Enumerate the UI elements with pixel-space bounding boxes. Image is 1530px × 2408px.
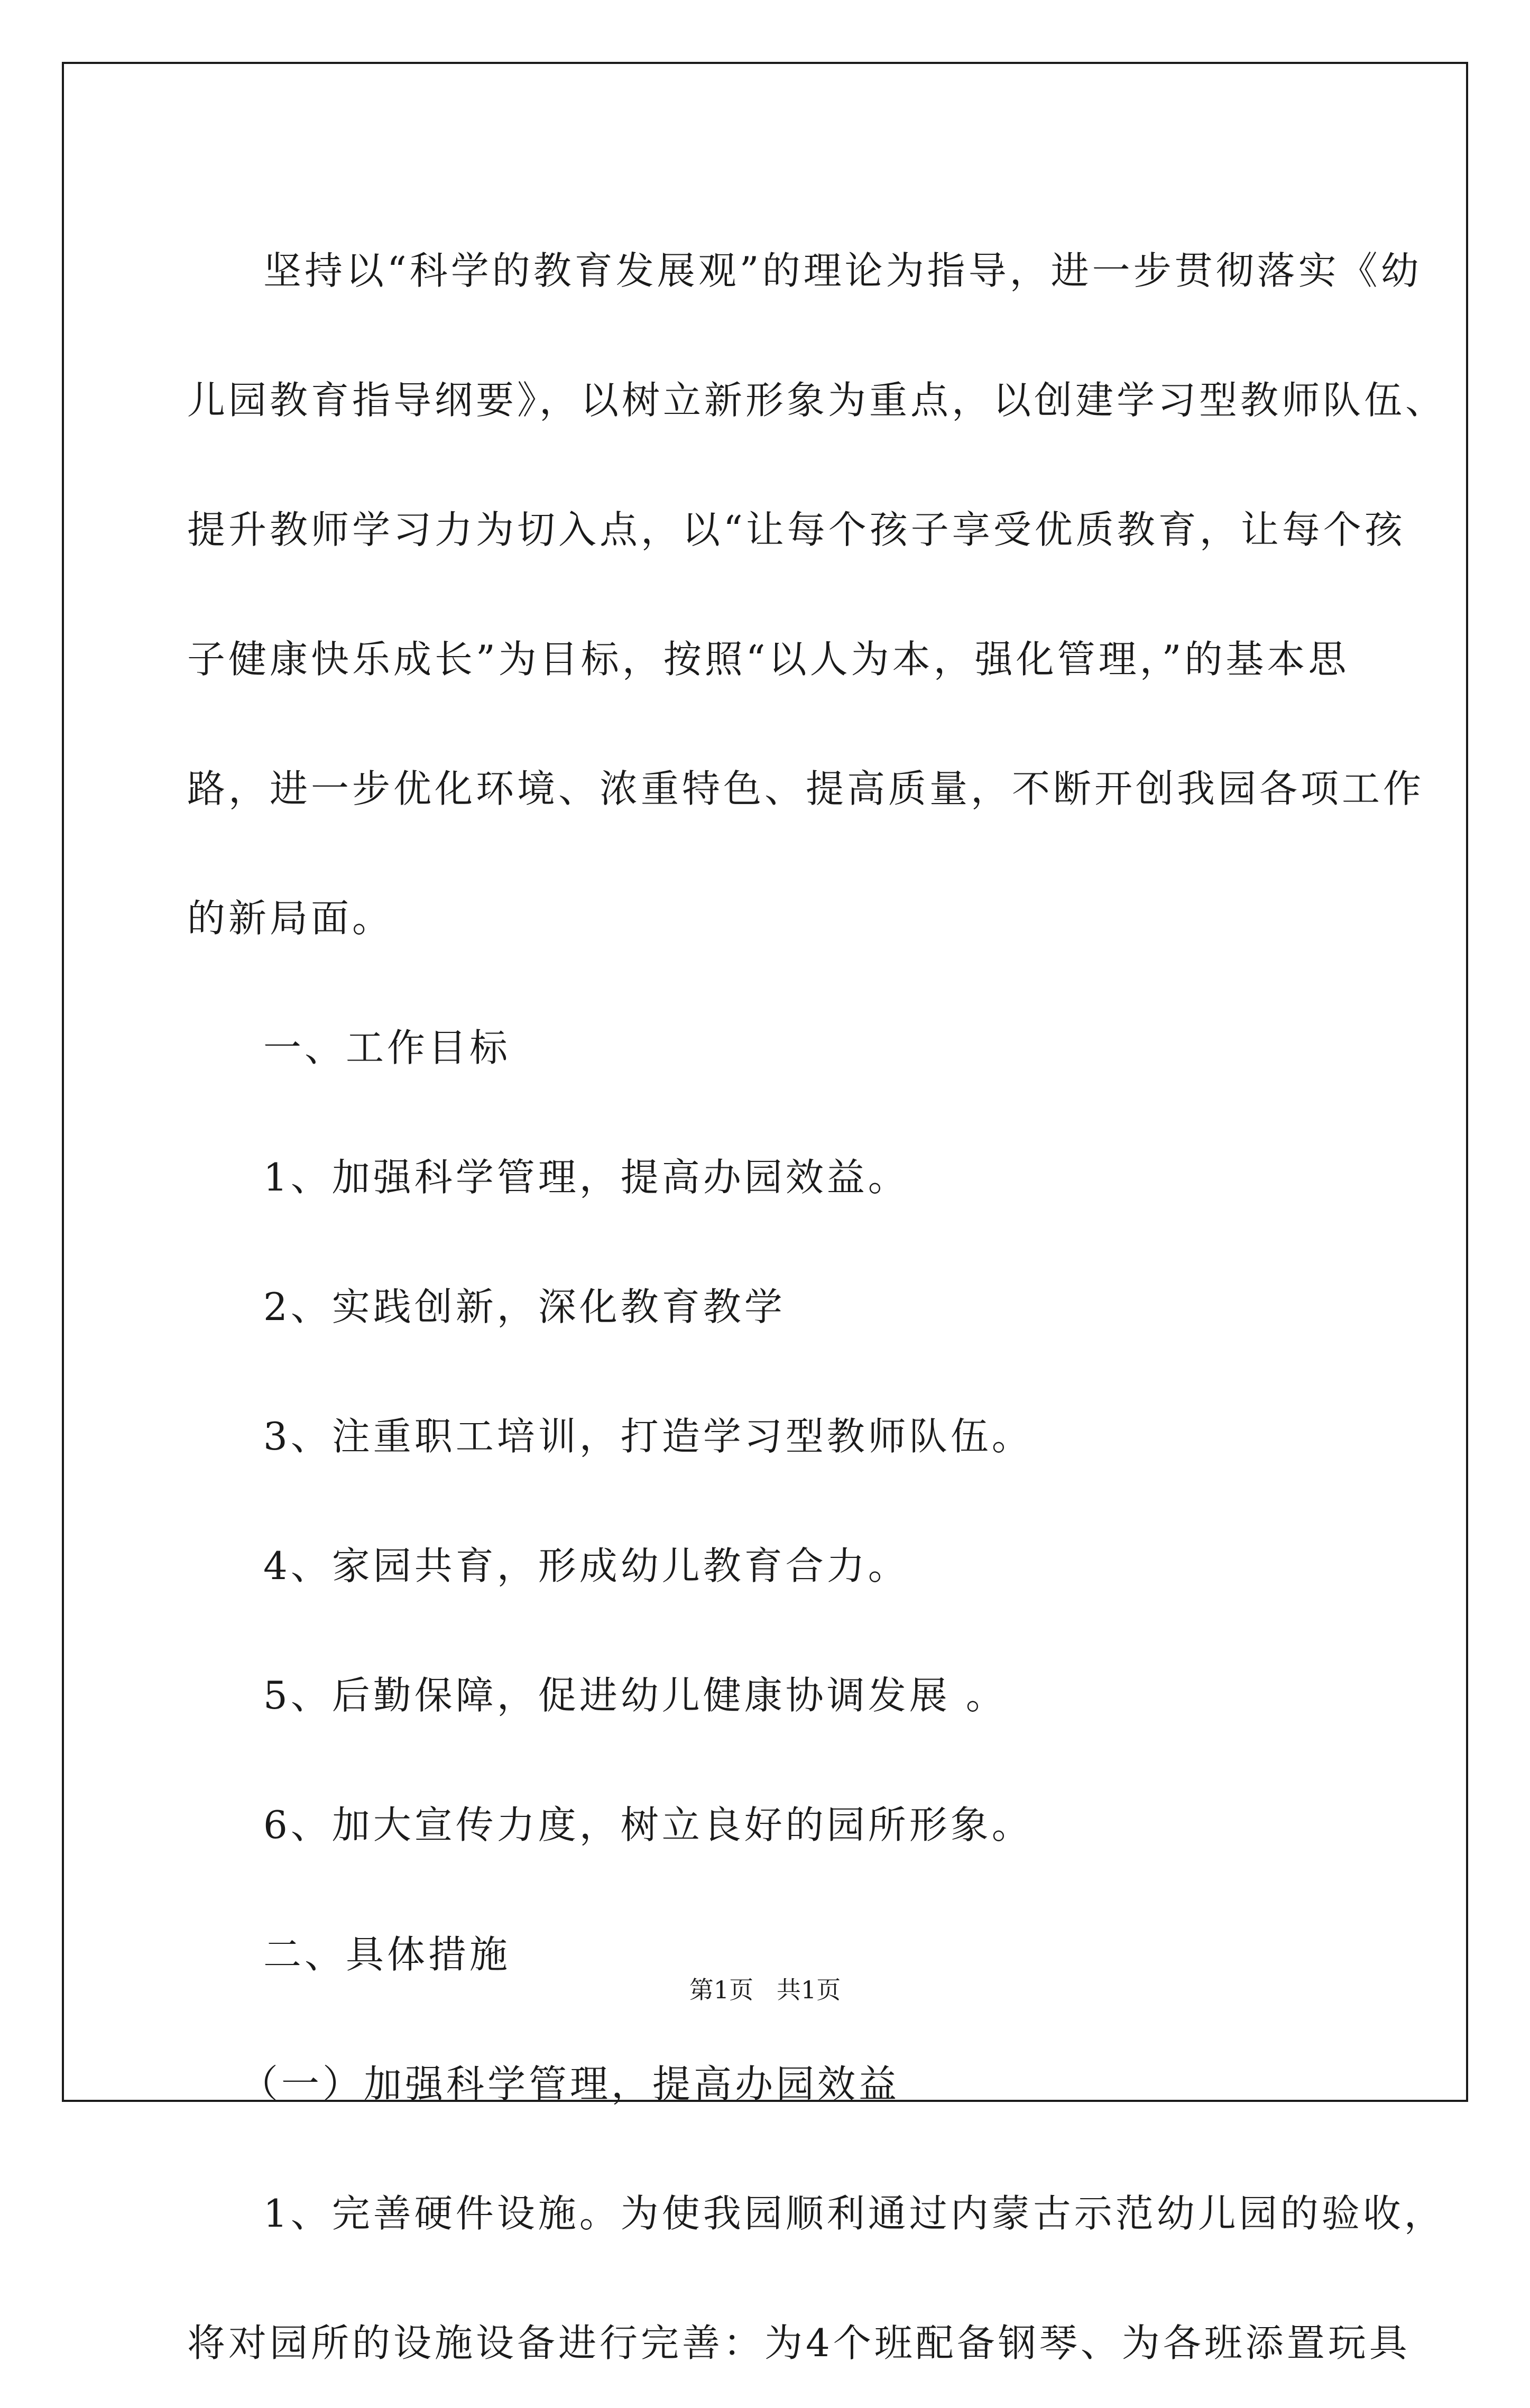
text-line: 儿园教育指导纲要》，以树立新形象为重点，以创建学习型教师队伍、 <box>187 378 1447 422</box>
intro-paragraph <box>187 206 1447 983</box>
text-line: 的新局面。 <box>187 896 394 940</box>
text-line: 将对园所的设施设备进行完善：为4个班配备钢琴、为各班添置玩具 <box>187 2321 1411 2365</box>
subsection-heading: （一）加强科学管理，提高办园效益 <box>240 2062 900 2106</box>
section-heading-measures: 二、具体措施 <box>263 1932 511 1977</box>
goal-item: 3、注重职工培训，打造学习型教师队伍。 <box>263 1414 1033 1459</box>
goal-item: 2、实践创新，深化教育教学 <box>263 1285 786 1329</box>
section-heading-goals: 一、工作目标 <box>263 1026 511 1070</box>
text-line: 子健康快乐成长”为目标，按照“以人为本，强化管理，”的基本思 <box>187 637 1350 681</box>
document-body <box>187 206 1447 2408</box>
goal-item: 5、后勤保障，促进幼儿健康协调发展 。 <box>263 1673 1007 1718</box>
page-footer: 第1页 共1页 <box>689 1976 841 2004</box>
text-line: 提升教师学习力为切入点，以“让每个孩子享受优质教育，让每个孩 <box>187 508 1406 552</box>
text-line: 坚持以“科学的教育发展观”的理论为指导，进一步贯彻落实《幼 <box>263 248 1422 293</box>
goal-item: 6、加大宣传力度，树立良好的园所形象。 <box>263 1803 1033 1847</box>
measure-paragraph <box>187 2149 1445 2408</box>
goal-item: 4、家园共育，形成幼儿教育合力。 <box>263 1544 909 1588</box>
text-line: 路，进一步优化环境、浓重特色、提高质量，不断开创我园各项工作 <box>187 767 1425 811</box>
goal-item: 1、加强科学管理，提高办园效益。 <box>263 1155 909 1200</box>
text-line: 1、完善硬件设施。为使我园顺利通过内蒙古示范幼儿园的验收， <box>263 2191 1445 2236</box>
